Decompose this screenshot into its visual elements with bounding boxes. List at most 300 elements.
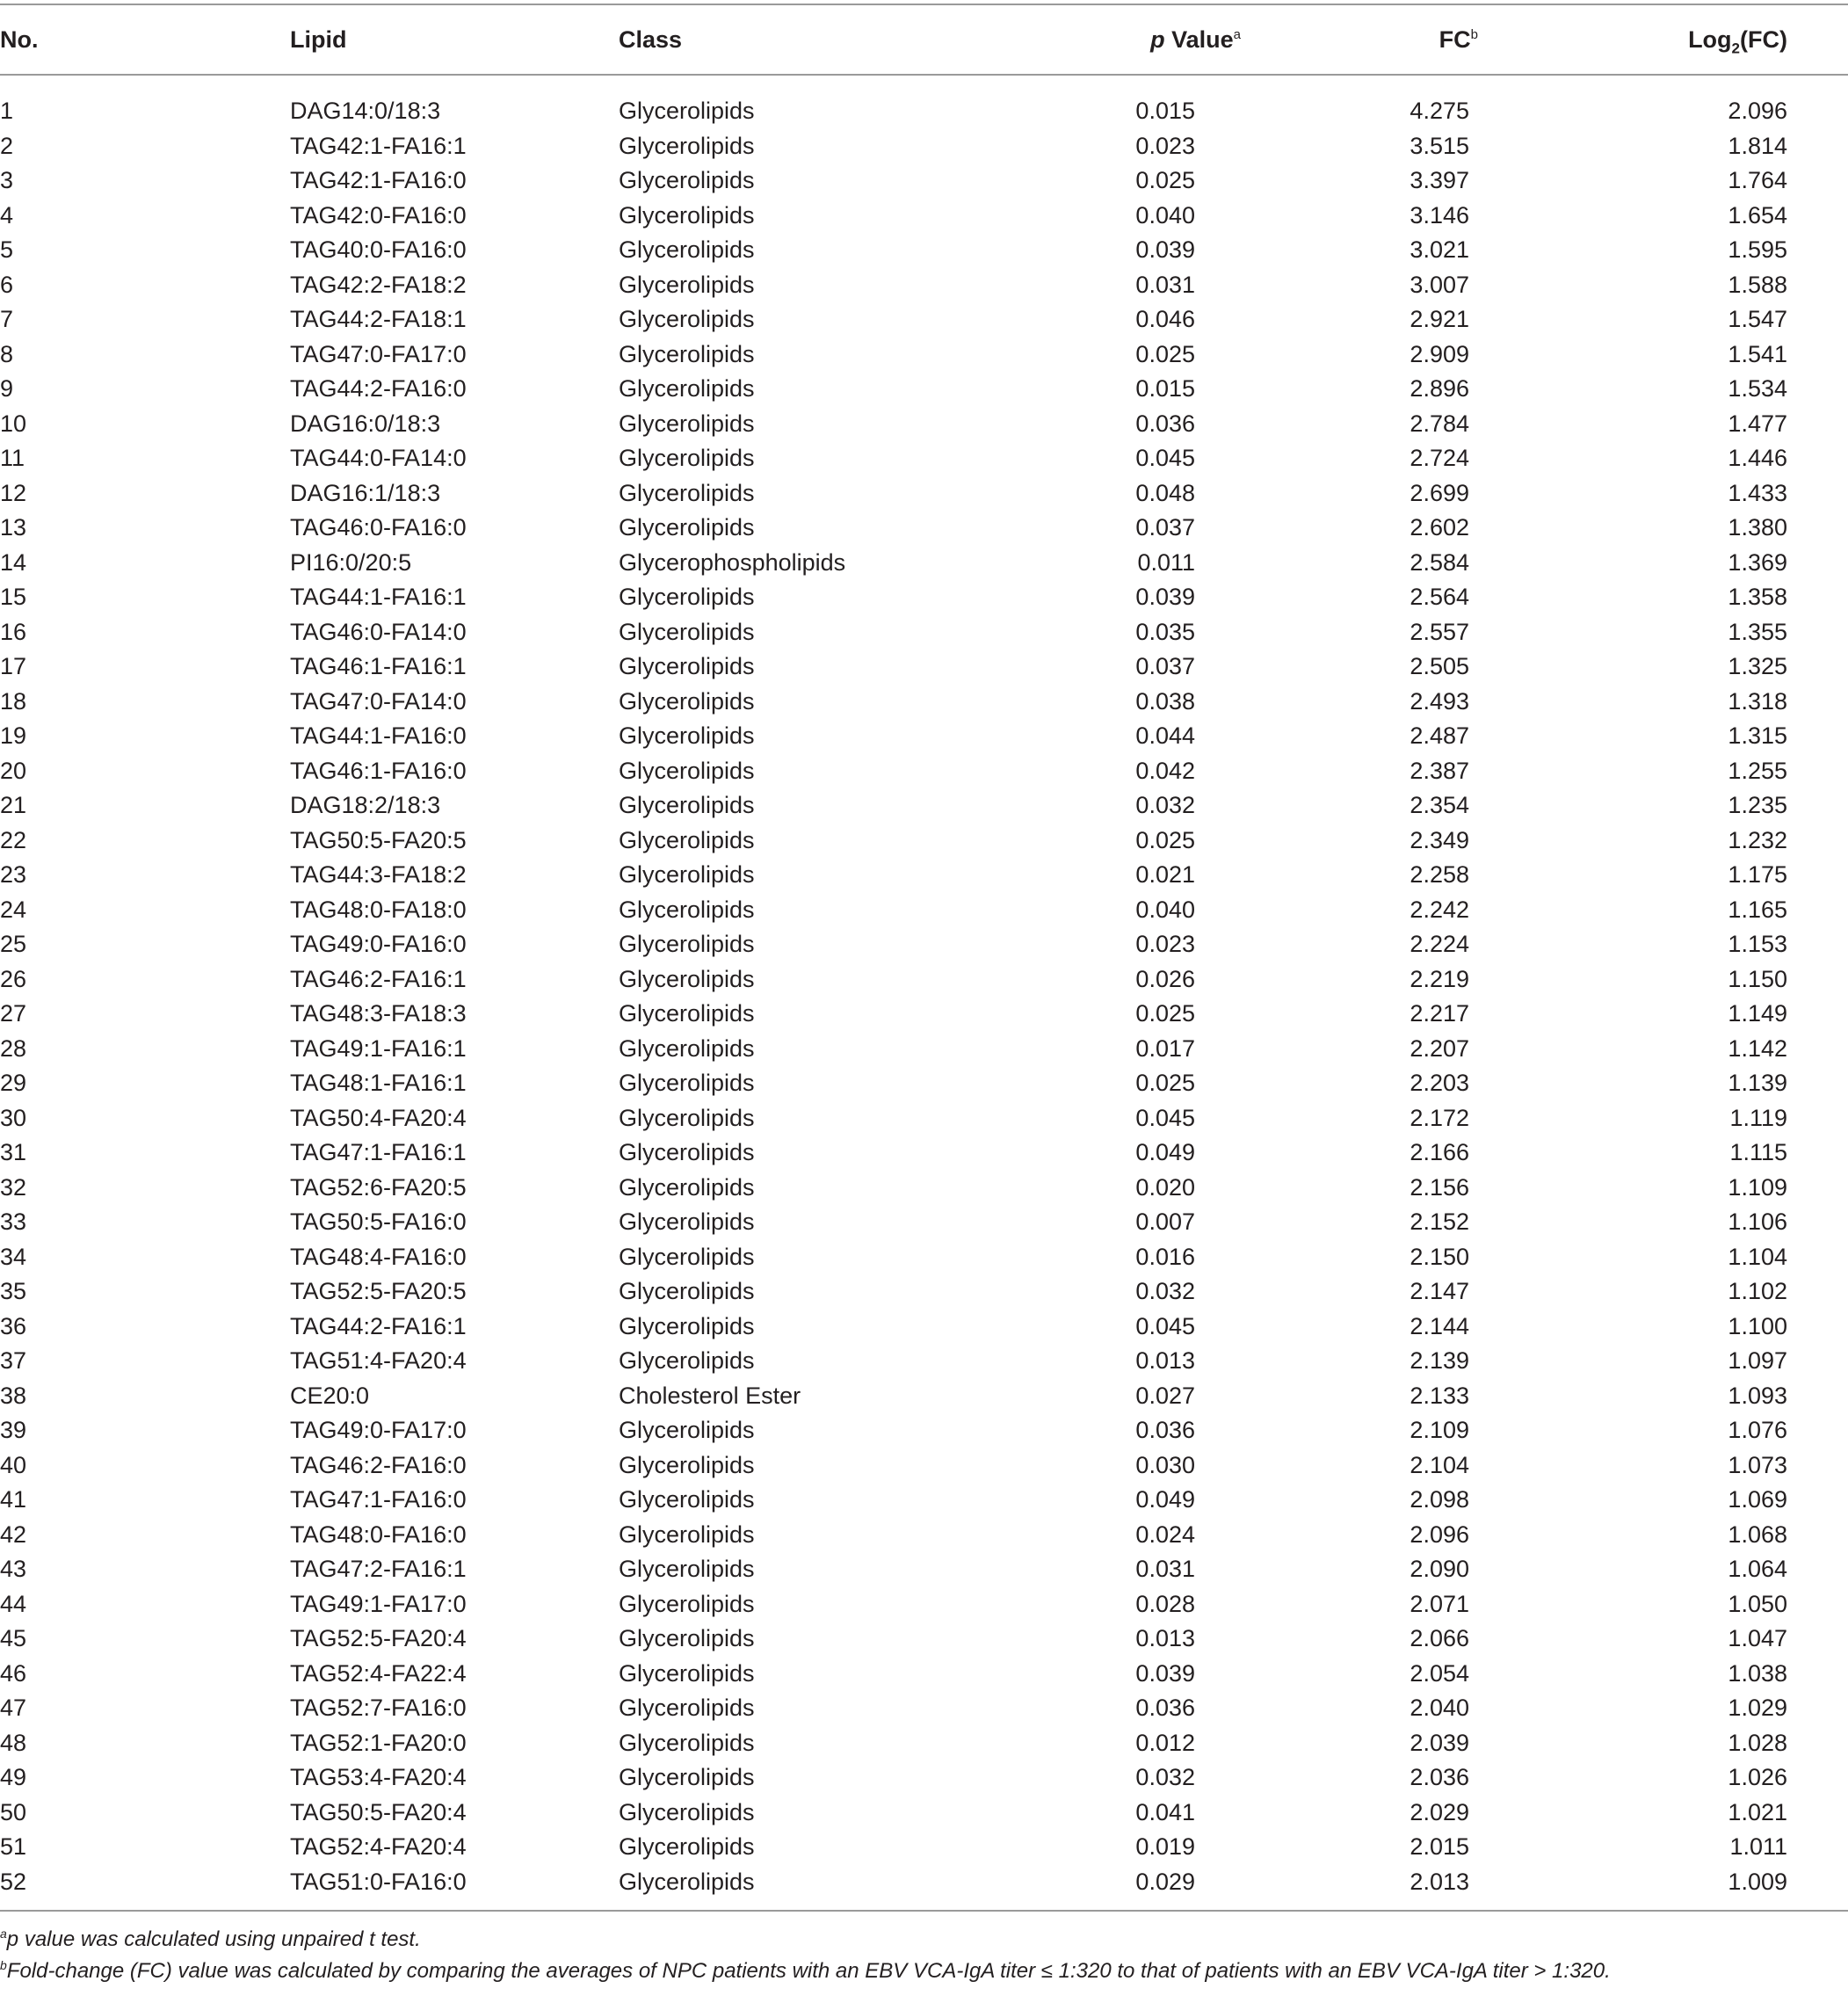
cell-fc: 2.029 [1410, 1798, 1469, 1825]
table-row [0, 824, 1848, 859]
cell-class: Glycerolipids [619, 1695, 755, 1722]
cell-no: 49 [0, 1764, 27, 1791]
cell-p-value: 0.016 [1135, 1243, 1195, 1270]
cell-p-value: 0.015 [1135, 98, 1195, 125]
cell-p-value: 0.029 [1135, 1868, 1195, 1895]
cell-log2fc: 1.064 [1728, 1556, 1787, 1583]
cell-class: Glycerolipids [619, 132, 755, 159]
table-row [0, 1032, 1848, 1067]
table-row [0, 858, 1848, 893]
cell-lipid: TAG47:1-FA16:0 [290, 1486, 467, 1513]
table-row [0, 1691, 1848, 1726]
cell-no: 4 [0, 201, 14, 229]
cell-class: Glycerolipids [619, 653, 755, 680]
header-log-sub: 2 [1731, 39, 1741, 56]
cell-lipid: TAG47:0-FA14:0 [290, 687, 467, 715]
table-row [0, 1344, 1848, 1379]
cell-no: 46 [0, 1659, 27, 1687]
cell-p-value: 0.030 [1135, 1451, 1195, 1478]
cell-fc: 2.013 [1410, 1868, 1469, 1895]
cell-fc: 2.144 [1410, 1312, 1469, 1339]
cell-log2fc: 1.047 [1728, 1625, 1787, 1652]
cell-log2fc: 1.150 [1728, 965, 1787, 992]
cell-class: Glycerolipids [619, 1070, 755, 1097]
cell-class: Glycerolipids [619, 861, 755, 889]
cell-class: Glycerolipids [619, 687, 755, 715]
header-log2fc [1504, 26, 1787, 54]
cell-class: Glycerolipids [619, 1104, 755, 1131]
cell-p-value: 0.021 [1135, 861, 1195, 889]
cell-fc: 2.040 [1410, 1695, 1469, 1722]
cell-log2fc: 1.069 [1728, 1486, 1787, 1513]
footnote-a-sup: a [0, 1927, 7, 1941]
cell-log2fc: 1.119 [1729, 1104, 1787, 1131]
cell-no: 39 [0, 1417, 27, 1444]
cell-class: Glycerolipids [619, 618, 755, 645]
cell-lipid: TAG44:1-FA16:1 [290, 584, 467, 611]
cell-log2fc: 1.814 [1728, 132, 1787, 159]
header-p-italic: p [1150, 25, 1165, 53]
cell-lipid: TAG49:0-FA16:0 [290, 931, 467, 958]
cell-p-value: 0.031 [1135, 271, 1195, 298]
cell-class: Glycerolipids [619, 306, 755, 333]
cell-fc: 3.397 [1410, 167, 1469, 194]
table-row [0, 407, 1848, 442]
cell-lipid: PI16:0/20:5 [290, 548, 412, 576]
cell-log2fc: 1.011 [1729, 1833, 1787, 1861]
cell-p-value: 0.025 [1135, 1070, 1195, 1097]
cell-fc: 2.242 [1410, 896, 1469, 923]
cell-class: Glycerolipids [619, 826, 755, 853]
table-row [0, 893, 1848, 928]
cell-fc: 2.564 [1410, 584, 1469, 611]
cell-log2fc: 1.764 [1728, 167, 1787, 194]
cell-lipid: TAG52:6-FA20:5 [290, 1173, 467, 1201]
cell-no: 7 [0, 306, 14, 333]
cell-lipid: TAG51:0-FA16:0 [290, 1868, 467, 1895]
cell-log2fc: 1.433 [1728, 479, 1787, 506]
cell-log2fc: 1.139 [1728, 1070, 1787, 1097]
table-row [0, 1760, 1848, 1796]
table-row [0, 1240, 1848, 1275]
cell-no: 38 [0, 1382, 27, 1409]
header-log-prefix: Log [1688, 25, 1732, 53]
cell-class: Glycerolipids [619, 1798, 755, 1825]
cell-class: Glycerolipids [619, 1000, 755, 1027]
cell-log2fc: 1.142 [1728, 1034, 1787, 1062]
cell-fc: 2.150 [1410, 1243, 1469, 1270]
table-row [0, 927, 1848, 962]
cell-fc: 2.217 [1410, 1000, 1469, 1027]
cell-fc: 2.147 [1410, 1278, 1469, 1305]
table-row [0, 337, 1848, 373]
cell-fc: 2.699 [1410, 479, 1469, 506]
cell-no: 8 [0, 340, 14, 367]
table-row [0, 788, 1848, 824]
header-no: No. [0, 25, 39, 53]
cell-p-value: 0.025 [1135, 1000, 1195, 1027]
cell-no: 13 [0, 514, 27, 541]
cell-log2fc: 1.654 [1728, 201, 1787, 229]
cell-lipid: TAG46:1-FA16:1 [290, 653, 467, 680]
cell-fc: 2.109 [1410, 1417, 1469, 1444]
cell-class: Glycerolipids [619, 1590, 755, 1617]
cell-no: 22 [0, 826, 27, 853]
table-row [0, 268, 1848, 303]
cell-class: Glycerolipids [619, 201, 755, 229]
cell-lipid: TAG47:2-FA16:1 [290, 1556, 467, 1583]
cell-no: 44 [0, 1590, 27, 1617]
cell-log2fc: 1.380 [1728, 514, 1787, 541]
cell-log2fc: 1.102 [1728, 1278, 1787, 1305]
footnote-b-sup: b [0, 1958, 7, 1972]
table-row [0, 1310, 1848, 1345]
table-row [0, 1101, 1848, 1136]
cell-lipid: TAG48:0-FA18:0 [290, 896, 467, 923]
cell-p-value: 0.023 [1135, 132, 1195, 159]
cell-no: 32 [0, 1173, 27, 1201]
cell-p-value: 0.036 [1135, 410, 1195, 437]
cell-fc: 2.098 [1410, 1486, 1469, 1513]
cell-no: 33 [0, 1208, 27, 1236]
cell-class: Glycerolipids [619, 722, 755, 750]
cell-fc: 2.139 [1410, 1347, 1469, 1375]
cell-fc: 2.487 [1410, 722, 1469, 750]
cell-lipid: DAG16:0/18:3 [290, 410, 441, 437]
header-p-sup: a [1233, 26, 1241, 42]
cell-log2fc: 1.595 [1728, 236, 1787, 264]
table-row [0, 199, 1848, 234]
cell-fc: 2.036 [1410, 1764, 1469, 1791]
footnotes [0, 1912, 1848, 1987]
cell-p-value: 0.015 [1135, 375, 1195, 403]
cell-p-value: 0.025 [1135, 826, 1195, 853]
cell-class: Glycerolipids [619, 1243, 755, 1270]
cell-p-value: 0.036 [1135, 1695, 1195, 1722]
cell-no: 16 [0, 618, 27, 645]
cell-p-value: 0.020 [1135, 1173, 1195, 1201]
cell-class: Glycerolipids [619, 1451, 755, 1478]
table-row [0, 302, 1848, 337]
cell-no: 42 [0, 1520, 27, 1548]
table-body [0, 76, 1848, 1910]
cell-no: 24 [0, 896, 27, 923]
cell-class: Glycerolipids [619, 1278, 755, 1305]
cell-lipid: TAG48:4-FA16:0 [290, 1243, 467, 1270]
cell-log2fc: 1.109 [1728, 1173, 1787, 1201]
table-row [0, 580, 1848, 615]
cell-log2fc: 1.149 [1728, 1000, 1787, 1027]
cell-p-value: 0.037 [1135, 514, 1195, 541]
cell-p-value: 0.013 [1135, 1625, 1195, 1652]
cell-lipid: TAG46:2-FA16:1 [290, 965, 467, 992]
cell-fc: 2.909 [1410, 340, 1469, 367]
header-fc-sup: b [1470, 26, 1478, 42]
cell-lipid: TAG52:5-FA20:5 [290, 1278, 467, 1305]
cell-fc: 2.602 [1410, 514, 1469, 541]
header-class: Class [619, 25, 683, 53]
cell-log2fc: 1.318 [1728, 687, 1787, 715]
cell-no: 23 [0, 861, 27, 889]
lipid-table [0, 4, 1848, 1987]
cell-no: 11 [0, 445, 25, 472]
cell-no: 14 [0, 548, 27, 576]
cell-lipid: TAG49:0-FA17:0 [290, 1417, 467, 1444]
cell-log2fc: 1.104 [1728, 1243, 1787, 1270]
cell-fc: 2.724 [1410, 445, 1469, 472]
cell-no: 41 [0, 1486, 27, 1513]
cell-no: 9 [0, 375, 14, 403]
cell-class: Glycerolipids [619, 1034, 755, 1062]
cell-log2fc: 1.029 [1728, 1695, 1787, 1722]
cell-p-value: 0.026 [1135, 965, 1195, 992]
table-row [0, 754, 1848, 789]
cell-p-value: 0.019 [1135, 1833, 1195, 1861]
cell-log2fc: 1.028 [1728, 1729, 1787, 1756]
cell-log2fc: 1.232 [1728, 826, 1787, 853]
cell-p-value: 0.032 [1135, 1764, 1195, 1791]
cell-no: 35 [0, 1278, 27, 1305]
cell-fc: 2.054 [1410, 1659, 1469, 1687]
cell-log2fc: 2.096 [1728, 98, 1787, 125]
cell-fc: 3.515 [1410, 132, 1469, 159]
cell-lipid: CE20:0 [290, 1382, 370, 1409]
cell-p-value: 0.017 [1135, 1034, 1195, 1062]
cell-no: 45 [0, 1625, 27, 1652]
cell-p-value: 0.032 [1135, 1278, 1195, 1305]
cell-p-value: 0.013 [1135, 1347, 1195, 1375]
footnote-a [0, 1924, 1848, 1956]
table-row [0, 1205, 1848, 1240]
cell-log2fc: 1.355 [1728, 618, 1787, 645]
cell-log2fc: 1.175 [1728, 861, 1787, 889]
cell-no: 27 [0, 1000, 27, 1027]
cell-no: 5 [0, 236, 14, 264]
cell-fc: 2.557 [1410, 618, 1469, 645]
cell-no: 19 [0, 722, 27, 750]
cell-class: Glycerophospholipids [619, 548, 846, 576]
cell-lipid: TAG48:0-FA16:0 [290, 1520, 467, 1548]
cell-log2fc: 1.038 [1728, 1659, 1787, 1687]
cell-class: Glycerolipids [619, 271, 755, 298]
cell-p-value: 0.027 [1135, 1382, 1195, 1409]
cell-p-value: 0.007 [1135, 1208, 1195, 1236]
cell-fc: 2.896 [1410, 375, 1469, 403]
cell-log2fc: 1.255 [1728, 757, 1787, 784]
header-fc-label: FC [1439, 25, 1471, 53]
cell-class: Glycerolipids [619, 1659, 755, 1687]
cell-p-value: 0.037 [1135, 653, 1195, 680]
cell-lipid: TAG46:0-FA14:0 [290, 618, 467, 645]
cell-class: Glycerolipids [619, 931, 755, 958]
cell-log2fc: 1.477 [1728, 410, 1787, 437]
cell-log2fc: 1.325 [1728, 653, 1787, 680]
cell-fc: 2.493 [1410, 687, 1469, 715]
cell-class: Glycerolipids [619, 167, 755, 194]
cell-log2fc: 1.115 [1729, 1139, 1787, 1166]
cell-lipid: TAG50:5-FA16:0 [290, 1208, 467, 1236]
cell-p-value: 0.012 [1135, 1729, 1195, 1756]
cell-class: Glycerolipids [619, 1173, 755, 1201]
table-row [0, 685, 1848, 720]
cell-fc: 2.505 [1410, 653, 1469, 680]
cell-no: 29 [0, 1070, 27, 1097]
cell-fc: 3.021 [1410, 236, 1469, 264]
cell-lipid: DAG14:0/18:3 [290, 98, 441, 125]
table-row [0, 441, 1848, 476]
cell-p-value: 0.045 [1135, 445, 1195, 472]
cell-fc: 2.152 [1410, 1208, 1469, 1236]
cell-fc: 2.172 [1410, 1104, 1469, 1131]
cell-p-value: 0.036 [1135, 1417, 1195, 1444]
cell-class: Glycerolipids [619, 1312, 755, 1339]
cell-p-value: 0.042 [1135, 757, 1195, 784]
cell-lipid: TAG52:4-FA22:4 [290, 1659, 467, 1687]
cell-lipid: TAG46:2-FA16:0 [290, 1451, 467, 1478]
table-row [0, 1865, 1848, 1900]
cell-fc: 2.349 [1410, 826, 1469, 853]
cell-fc: 2.584 [1410, 548, 1469, 576]
cell-no: 31 [0, 1139, 27, 1166]
table-row [0, 233, 1848, 268]
cell-p-value: 0.049 [1135, 1139, 1195, 1166]
cell-fc: 2.224 [1410, 931, 1469, 958]
cell-log2fc: 1.100 [1728, 1312, 1787, 1339]
cell-no: 36 [0, 1312, 27, 1339]
cell-fc: 2.207 [1410, 1034, 1469, 1062]
cell-fc: 3.146 [1410, 201, 1469, 229]
cell-p-value: 0.032 [1135, 792, 1195, 819]
cell-p-value: 0.025 [1135, 167, 1195, 194]
cell-class: Glycerolipids [619, 757, 755, 784]
cell-log2fc: 1.358 [1728, 584, 1787, 611]
cell-fc: 2.354 [1410, 792, 1469, 819]
cell-log2fc: 1.106 [1728, 1208, 1787, 1236]
cell-fc: 2.039 [1410, 1729, 1469, 1756]
cell-fc: 2.156 [1410, 1173, 1469, 1201]
cell-fc: 2.219 [1410, 965, 1469, 992]
cell-lipid: TAG52:7-FA16:0 [290, 1695, 467, 1722]
cell-p-value: 0.028 [1135, 1590, 1195, 1617]
cell-lipid: TAG48:3-FA18:3 [290, 1000, 467, 1027]
cell-class: Glycerolipids [619, 340, 755, 367]
cell-fc: 2.090 [1410, 1556, 1469, 1583]
cell-log2fc: 1.534 [1728, 375, 1787, 403]
cell-log2fc: 1.165 [1728, 896, 1787, 923]
cell-fc: 2.921 [1410, 306, 1469, 333]
cell-lipid: TAG42:0-FA16:0 [290, 201, 467, 229]
cell-no: 6 [0, 271, 14, 298]
cell-class: Glycerolipids [619, 1625, 755, 1652]
cell-p-value: 0.045 [1135, 1104, 1195, 1131]
table-header [0, 5, 1848, 74]
cell-class: Glycerolipids [619, 1139, 755, 1166]
cell-p-value: 0.040 [1135, 896, 1195, 923]
table-row [0, 511, 1848, 546]
cell-p-value: 0.041 [1135, 1798, 1195, 1825]
cell-class: Glycerolipids [619, 1556, 755, 1583]
cell-fc: 2.071 [1410, 1590, 1469, 1617]
cell-lipid: TAG52:1-FA20:0 [290, 1729, 467, 1756]
cell-fc: 2.066 [1410, 1625, 1469, 1652]
table-row [0, 476, 1848, 512]
table-row [0, 615, 1848, 650]
cell-p-value: 0.039 [1135, 584, 1195, 611]
cell-p-value: 0.024 [1135, 1520, 1195, 1548]
cell-lipid: TAG50:4-FA20:4 [290, 1104, 467, 1131]
table-row [0, 997, 1848, 1032]
cell-class: Glycerolipids [619, 479, 755, 506]
cell-fc: 4.275 [1410, 98, 1469, 125]
cell-p-value: 0.044 [1135, 722, 1195, 750]
cell-lipid: DAG16:1/18:3 [290, 479, 441, 506]
footnote-b [0, 1956, 1848, 1987]
cell-fc: 3.007 [1410, 271, 1469, 298]
cell-p-value: 0.038 [1135, 687, 1195, 715]
table-row [0, 546, 1848, 581]
cell-lipid: TAG44:2-FA16:1 [290, 1312, 467, 1339]
cell-class: Glycerolipids [619, 584, 755, 611]
cell-lipid: TAG40:0-FA16:0 [290, 236, 467, 264]
table-row [0, 719, 1848, 754]
cell-p-value: 0.046 [1135, 306, 1195, 333]
header-p-rest: Value [1164, 25, 1234, 53]
cell-log2fc: 1.050 [1728, 1590, 1787, 1617]
table-row [0, 372, 1848, 407]
cell-no: 51 [0, 1833, 27, 1861]
table-row [0, 1413, 1848, 1448]
cell-p-value: 0.039 [1135, 236, 1195, 264]
cell-no: 30 [0, 1104, 27, 1131]
cell-log2fc: 1.093 [1728, 1382, 1787, 1409]
header-log-suffix: (FC) [1740, 25, 1787, 53]
cell-p-value: 0.031 [1135, 1556, 1195, 1583]
cell-class: Glycerolipids [619, 1729, 755, 1756]
cell-lipid: TAG50:5-FA20:4 [290, 1798, 467, 1825]
cell-class: Glycerolipids [619, 1347, 755, 1375]
cell-class: Glycerolipids [619, 98, 755, 125]
cell-no: 18 [0, 687, 27, 715]
table-row [0, 163, 1848, 199]
cell-fc: 2.133 [1410, 1382, 1469, 1409]
cell-log2fc: 1.068 [1728, 1520, 1787, 1548]
cell-log2fc: 1.021 [1728, 1798, 1787, 1825]
cell-class: Glycerolipids [619, 236, 755, 264]
table-row [0, 1587, 1848, 1622]
cell-class: Glycerolipids [619, 792, 755, 819]
cell-no: 48 [0, 1729, 27, 1756]
cell-class: Glycerolipids [619, 1486, 755, 1513]
cell-class: Glycerolipids [619, 445, 755, 472]
cell-no: 21 [0, 792, 27, 819]
cell-lipid: TAG44:2-FA18:1 [290, 306, 467, 333]
cell-lipid: TAG50:5-FA20:5 [290, 826, 467, 853]
cell-lipid: TAG44:0-FA14:0 [290, 445, 467, 472]
table-row [0, 1796, 1848, 1831]
cell-log2fc: 1.369 [1728, 548, 1787, 576]
cell-log2fc: 1.315 [1728, 722, 1787, 750]
cell-p-value: 0.011 [1137, 548, 1195, 576]
cell-class: Glycerolipids [619, 1520, 755, 1548]
cell-log2fc: 1.026 [1728, 1764, 1787, 1791]
cell-lipid: TAG52:4-FA20:4 [290, 1833, 467, 1861]
cell-no: 15 [0, 584, 27, 611]
table-row [0, 129, 1848, 164]
cell-p-value: 0.049 [1135, 1486, 1195, 1513]
cell-lipid: TAG47:1-FA16:1 [290, 1139, 467, 1166]
cell-class: Glycerolipids [619, 410, 755, 437]
cell-lipid: TAG42:1-FA16:0 [290, 167, 467, 194]
